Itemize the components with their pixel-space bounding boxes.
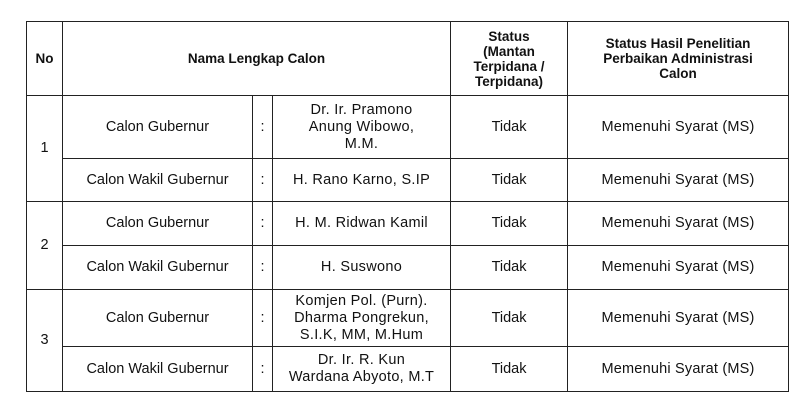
header-status-line: Terpidana) — [475, 73, 544, 89]
review-result: Memenuhi Syarat (MS) — [568, 290, 789, 347]
header-status-line: Status — [488, 28, 530, 44]
candidate-name-line: H. Suswono — [320, 259, 403, 275]
candidate-status-table — [26, 21, 789, 392]
candidate-name-line: Dharma Pongrekun, — [294, 309, 429, 326]
header-result-line: Status Hasil Penelitian — [605, 36, 751, 51]
colon-separator: : — [253, 290, 273, 347]
header-result-line: Perbaikan Administrasi — [603, 51, 753, 66]
candidate-name — [273, 159, 451, 202]
candidate-position: Calon Wakil Gubernur — [63, 347, 253, 392]
header-full-name: Nama Lengkap Calon — [63, 22, 451, 96]
table-row — [27, 202, 789, 246]
convict-status: Tidak — [451, 347, 568, 392]
table-row — [27, 246, 789, 290]
candidate-name — [273, 290, 451, 347]
header-status — [451, 22, 568, 96]
table-row — [27, 96, 789, 159]
candidate-position: Calon Gubernur — [63, 290, 253, 347]
candidate-position: Calon Gubernur — [63, 96, 253, 159]
candidate-position: Calon Wakil Gubernur — [63, 159, 253, 202]
candidate-name-line: Dr. Ir. R. Kun — [317, 352, 406, 368]
row-number: 2 — [27, 202, 63, 290]
candidate-name — [273, 246, 451, 290]
colon-separator: : — [253, 159, 273, 202]
header-row — [27, 22, 789, 96]
candidate-name-line: Anung Wibowo, — [308, 118, 415, 135]
header-status-line: (Mantan — [483, 43, 535, 59]
convict-status: Tidak — [451, 202, 568, 246]
convict-status: Tidak — [451, 290, 568, 347]
review-result: Memenuhi Syarat (MS) — [568, 246, 789, 290]
table-row — [27, 290, 789, 347]
colon-separator: : — [253, 246, 273, 290]
candidate-name-line: H. M. Ridwan Kamil — [295, 215, 428, 231]
candidate-position: Calon Gubernur — [63, 202, 253, 246]
colon-separator: : — [253, 202, 273, 246]
colon-separator: : — [253, 347, 273, 392]
row-number: 1 — [27, 96, 63, 202]
convict-status: Tidak — [451, 159, 568, 202]
candidate-name-line: Komjen Pol. (Purn). — [295, 292, 428, 309]
candidate-name-line: Wardana Abyoto, M.T — [288, 369, 435, 385]
review-result: Memenuhi Syarat (MS) — [568, 347, 789, 392]
convict-status: Tidak — [451, 96, 568, 159]
review-result: Memenuhi Syarat (MS) — [568, 96, 789, 159]
review-result: Memenuhi Syarat (MS) — [568, 159, 789, 202]
header-no: No — [27, 22, 63, 96]
candidate-name-line: S.I.K, MM, M.Hum — [299, 326, 424, 343]
candidate-name — [273, 347, 451, 392]
header-result-line: Calon — [659, 66, 697, 81]
header-status-line: Terpidana / — [473, 58, 545, 74]
colon-separator: : — [253, 96, 273, 159]
table-row — [27, 159, 789, 202]
candidate-name-line: M.M. — [344, 135, 379, 152]
candidate-position: Calon Wakil Gubernur — [63, 246, 253, 290]
row-number: 3 — [27, 290, 63, 392]
candidate-name — [273, 202, 451, 246]
convict-status: Tidak — [451, 246, 568, 290]
header-result — [568, 22, 789, 96]
candidate-name-line: Dr. Ir. Pramono — [310, 101, 413, 118]
candidate-name-line: H. Rano Karno, S.IP — [292, 171, 431, 188]
candidate-name — [273, 96, 451, 159]
review-result: Memenuhi Syarat (MS) — [568, 202, 789, 246]
table-row — [27, 347, 789, 392]
